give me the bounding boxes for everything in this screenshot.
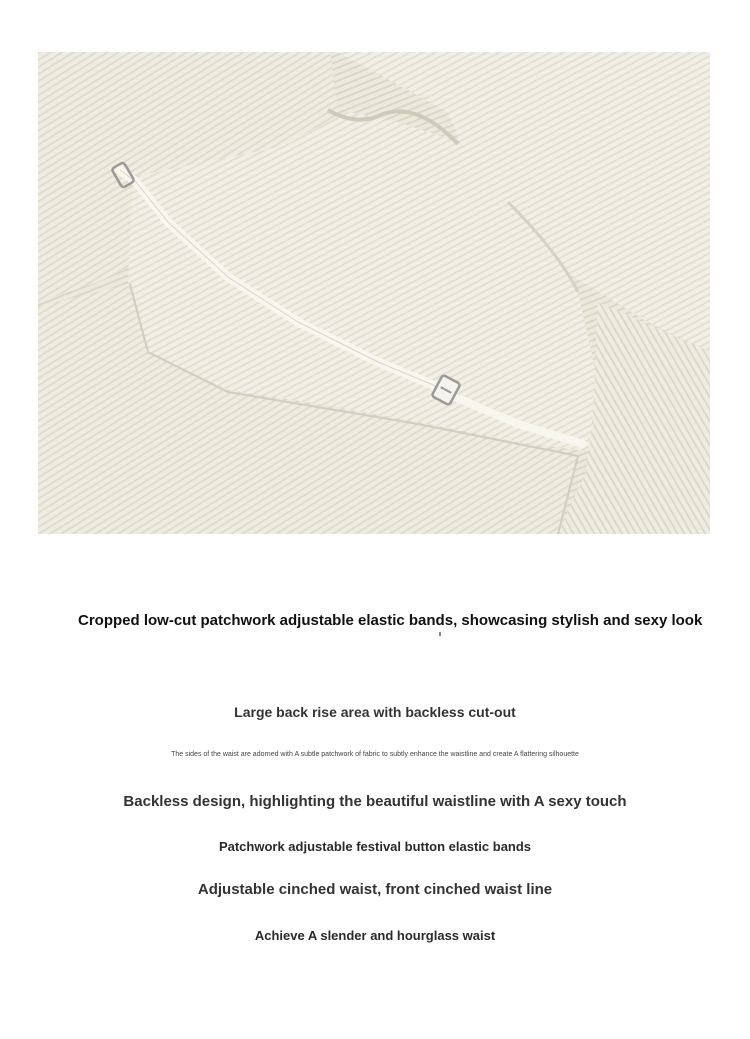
- knit-top-back-illustration: [38, 52, 710, 534]
- headline: Cropped low-cut patchwork adjustable elastic bands, showcasing stylish and sexy look: [78, 612, 703, 629]
- product-photo: [38, 52, 710, 534]
- feature-caption: Patchwork adjustable festival button elastic bands: [218, 839, 532, 854]
- dot-mark: [439, 632, 441, 636]
- feature-caption: Adjustable cinched waist, front cinched waist line: [197, 881, 553, 898]
- feature-caption: Achieve A slender and hourglass waist: [254, 928, 496, 943]
- feature-caption: Backless design, highlighting the beautiful waistline with A sexy touch: [123, 793, 627, 810]
- feature-caption: The sides of the waist are adorned with A subtle patchwork of fabric to subtly enhance the waistline and create A flattering silhouette: [171, 751, 579, 758]
- feature-caption: Large back rise area with backless cut-out: [234, 704, 516, 720]
